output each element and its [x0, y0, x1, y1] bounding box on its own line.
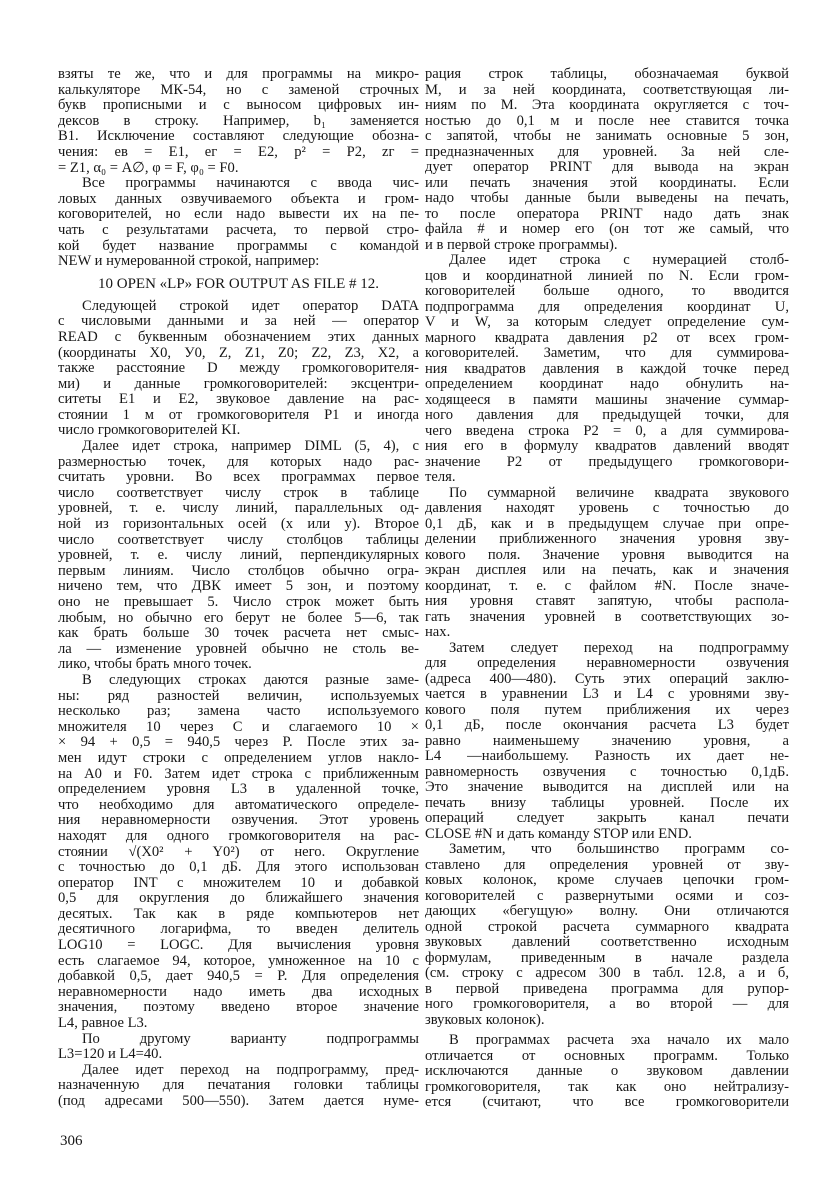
text-line: также расстояние D между громкоговорителя-	[58, 361, 419, 377]
text-line: чения: eв = E1, eг = E2, p² = P2, zг =	[58, 144, 419, 160]
text-line: как брать больше 30 точек расчета нет смыс-	[58, 626, 419, 642]
text-line: букв прописными и с выносом цифровых ин-	[58, 98, 419, 114]
text-line: ми) и данные громкоговорителей: эксцентри-	[58, 376, 419, 392]
text-line: дексов в строку. Например, b₁ заменяется	[58, 113, 419, 129]
text-line: подпрограмма для определения координат U,	[425, 299, 789, 315]
text-line: ностью до 0,1 м и после нее ставится точка	[425, 113, 789, 129]
text-line: M, и за ней координата, соответствующая ли-	[425, 82, 789, 98]
text-line: 0,1 дБ, как и в предыдущем случае при опре-	[425, 516, 789, 532]
text-line: число соответствует числу столбцов таблицы	[58, 532, 419, 548]
paragraph	[58, 1032, 419, 1063]
text-line: гать значения уровней в соответствующих зо-	[425, 609, 789, 625]
text-line: с числовыми данными и за ней — оператор	[58, 314, 419, 330]
paragraph	[425, 67, 789, 253]
text-line: звуковых давлений соответственно исходным	[425, 935, 789, 950]
text-line: уровней, т. е. числу линий, перпендикулярных	[58, 548, 419, 564]
text-line: значение P2 от предыдущего громкоговори-	[425, 454, 789, 470]
text-line: ного громкоговорителя, а во второй — для	[425, 997, 789, 1012]
text-line: несколько раз; замена часто используемого	[58, 704, 419, 720]
text-line: теля.	[425, 470, 456, 485]
text-line: ется (считают, что все громкоговорители	[425, 1095, 789, 1110]
text-line: коговорителей. Заметим, что для суммирова-	[425, 346, 789, 361]
code-line: 10 OPEN «LP» FOR OUTPUT AS FILE # 12.	[97, 275, 379, 292]
text-line: первым линиям. Число столбцов обычно огра-	[58, 563, 419, 579]
text-line: чего введена строка P2 = 0, а для суммирова-	[425, 423, 789, 439]
text-line: ставлено для определения уровней от зву-	[425, 857, 789, 873]
text-line: коговорителей с развернутыми осями и соз-	[425, 888, 789, 904]
text-line: находят для одного громкоговорителя на рас-	[58, 828, 419, 844]
text-line: 0,1 дБ, после окончания расчета L3 будет	[425, 718, 789, 733]
text-line: звуковых колонок).	[425, 1012, 545, 1028]
paragraph	[425, 842, 789, 1028]
text-line: L3=120 и L4=40.	[58, 1047, 163, 1063]
text-line: оператор INT с множителем 10 и добавкой	[58, 875, 419, 891]
text-line: или печать значения этой координаты. Если	[425, 175, 789, 191]
text-line: операций следует закрыть канал печати	[425, 811, 789, 826]
text-line: одной строкой расчета суммарного квадрата	[425, 919, 789, 935]
paragraph	[425, 253, 789, 486]
text-line: добавкой 0,5, дает 940,5 = P. Для определения	[58, 969, 419, 985]
text-line: коговорителей, но если надо вывести их на пе-	[58, 207, 419, 223]
paragraph	[425, 641, 789, 843]
text-line: файла # и номер его (он тот же самый, что	[425, 222, 789, 237]
text-line: назначенную для печатания головки таблицы	[58, 1078, 419, 1094]
text-line: ковых колонок, кроме случаев цепочки гром-	[425, 873, 789, 888]
text-line: CLOSE #N и дать команду STOP или END.	[425, 826, 692, 842]
text-line: множителя 10 через C и слагаемого 10 ×	[58, 719, 419, 735]
text-line: экран дисплея или на печать, как и значения	[425, 563, 789, 578]
right-text-column	[425, 67, 789, 1111]
text-line: неравномерности надо иметь два исходных	[58, 984, 419, 1000]
text-line: = Z1, α₀ = A∅, φ = F, φ₀ = F0.	[58, 160, 239, 176]
text-line: В программах расчета эха начало их мало	[449, 1033, 789, 1048]
paragraph	[58, 299, 419, 439]
text-line: равномерность озвучения с точностью 0,1дБ.	[425, 764, 789, 780]
text-line: коговорителей больше одного, то вводится	[425, 284, 789, 299]
text-line: определением уровня L3 в удаленной точке,	[58, 782, 419, 798]
text-line: В следующих строках даются разные заме-	[82, 672, 419, 688]
text-line: формулам, приведенным в начале раздела	[425, 950, 789, 966]
text-line: NEW и нумерованной строкой, например:	[58, 254, 320, 270]
text-line: давления находят уровень с точностью до	[425, 501, 789, 516]
text-line: ной из горизонтальных осей (x или y). Второе	[58, 517, 419, 533]
text-line: марного квадрата давления p2 от всех гром-	[425, 330, 789, 346]
text-line: лико, чтобы брать много точек.	[58, 657, 252, 673]
text-line: ния квадратов давления в каждой точке перед	[425, 361, 789, 377]
text-line: Следующей строкой идет оператор DATA	[82, 298, 419, 314]
text-line: определением координат надо обнулить на-	[425, 377, 789, 392]
text-line: взяты те же, что и для программы на микро-	[58, 67, 419, 82]
text-line: L4 —наибольшему. Разность их дает не-	[425, 749, 789, 764]
text-line: мен идут строки с определением углов накло-	[58, 750, 419, 766]
text-line: По суммарной величине квадрата звукового	[449, 485, 789, 501]
text-line: десятых. Так как в ряде компьютеров нет	[58, 906, 419, 922]
text-line: (адреса 400—480). Суть этих операций заклю-	[425, 671, 789, 687]
text-line: (координаты X0, У0, Z, Z1, Z0; Z2, Z3, X2, а	[58, 345, 419, 361]
text-line: Все программы начинаются с ввода чис-	[82, 176, 419, 192]
text-line: уровней, т. е. числу линий, параллельных од-	[58, 501, 419, 517]
text-line: Далее идет строка с нумерацией столб-	[449, 253, 789, 268]
text-line: ния уровня ставят запятую, чтобы распола-	[425, 594, 789, 609]
paragraph	[58, 1063, 419, 1110]
text-line: исключаются данные о звуковом давлении	[425, 1064, 789, 1079]
text-line: (см. строку с адресом 300 в табл. 12.8, а и б,	[425, 966, 789, 981]
text-line: надо чтобы данные были выведены на печать,	[425, 191, 789, 206]
text-line: ного давления для предыдущей точки, для	[425, 408, 789, 423]
text-line: чается в уравнении L3 и L4 с уровнями зву-	[425, 687, 789, 702]
text-line: и в первой строке программы).	[425, 237, 618, 253]
paragraph	[58, 439, 419, 673]
text-line: чать с результатами расчета, то первой стро-	[58, 222, 419, 238]
text-line: дающих «бегущую» волну. Они отличаются	[425, 904, 789, 919]
text-line: кового поля путем приближения их через	[425, 702, 789, 718]
text-line: с запятой, чтобы не занимать основные 5 зон,	[425, 129, 789, 144]
text-line: калькуляторе МК-54, но с заменой строчных	[58, 82, 419, 98]
text-line: печать внизу таблицы уровней. После их	[425, 795, 789, 811]
text-line: ния его в формулу квадратов давлений вводят	[425, 439, 789, 454]
text-line: то после оператора PRINT надо дать знак	[425, 206, 789, 222]
text-line: ходящееся в памяти машины значение суммар-	[425, 392, 789, 408]
text-line: на A0 и F0. Затем идет строка с приближенным	[58, 766, 419, 782]
text-line: L4, равное L3.	[58, 1016, 148, 1032]
text-line: предназначенных для уровней. За ней сле-	[425, 144, 789, 160]
paragraph	[58, 176, 419, 270]
text-line: (под адресами 500—550). Затем дается нуме-	[58, 1094, 419, 1109]
text-line: громкоговорителя, так как оно нейтрализу-	[425, 1079, 789, 1095]
left-text-column	[58, 67, 419, 1110]
text-line: ситеты E1 и E2, звуковое давление на рас-	[58, 392, 419, 408]
paragraph	[58, 67, 419, 176]
text-line: ничено тем, что ДВК имеет 5 зон, и поэтому	[58, 579, 419, 595]
text-line: оно не превышает 5. Число строк может быть	[58, 595, 419, 610]
text-line: десятичного логарифма, то введен делитель	[58, 922, 419, 938]
text-line: По другому варианту подпрограммы	[82, 1031, 419, 1047]
text-line: стоянии 1 м от громкоговорителя P1 и иногда	[58, 407, 419, 423]
paragraph	[58, 673, 419, 1032]
text-line: отличается от основных программ. Только	[425, 1048, 789, 1064]
text-line: ния неравномерности озвучения. Этот уровень	[58, 813, 419, 829]
paragraph	[425, 486, 789, 641]
text-line: 0,5 для округления до ближайшего значения	[58, 891, 419, 907]
text-line: LOG10 = LOGC. Для вычисления уровня	[58, 938, 419, 954]
text-line: V и W, за которым следует определение сум-	[425, 315, 789, 330]
text-line: READ с буквенным обозначением этих данных	[58, 329, 419, 345]
text-line: нах.	[425, 625, 451, 640]
text-line: в первой приведена программа для рупор-	[425, 981, 789, 997]
paragraph	[425, 1033, 789, 1111]
text-line: что необходимо для автоматического определе-	[58, 797, 419, 813]
text-line: значения, поэтому введено второе значение	[58, 1000, 419, 1016]
text-line: делении приближенного значения уровня зву-	[425, 532, 789, 547]
text-line: Заметим, что большинство программ со-	[449, 842, 789, 857]
text-line: число соответствует числу строк в таблице	[58, 485, 419, 501]
text-line: рация строк таблицы, обозначаемая буквой	[425, 67, 789, 82]
text-line: ла — изменение уровней обычно не столь ве-	[58, 641, 419, 657]
text-line: есть слагаемое 94, которое, умноженное на 10 с	[58, 953, 419, 969]
text-line: с точностью до 0,1 дБ. Для этого использован	[58, 860, 419, 876]
text-line: ловых данных озвучиваемого объекта и гром-	[58, 191, 419, 207]
text-line: размерностью точек, для которых надо рас-	[58, 454, 419, 470]
text-line: цов и координатной линией по N. Если гром-	[425, 268, 789, 284]
text-line: для определения неравномерности озвучения	[425, 656, 789, 671]
page-number: 306	[60, 1133, 83, 1149]
text-line: Затем следует переход на подпрограмму	[449, 640, 789, 656]
text-line: Далее идет строка, например DIML (5, 4), с	[82, 439, 419, 455]
text-line: ны: ряд разностей величин, используемых	[58, 688, 419, 704]
text-line: число громкоговорителей KI.	[58, 423, 241, 439]
text-line: ниям по M. Эта координата округляется с точ-	[425, 98, 789, 113]
text-line: любым, но обычно его берут не более 5—6, так	[58, 610, 419, 626]
text-line: стоянии √(X0² + Y0²) от него. Округление	[58, 844, 419, 860]
text-line: Это значение выводится на дисплей или на	[425, 780, 789, 795]
text-line: считать уровни. Во всех программах первое	[58, 470, 419, 486]
text-line: кового поля. Значение уровня выводится на	[425, 547, 789, 563]
text-line: дует оператор PRINT для вывода на экран	[425, 160, 789, 175]
text-line: кой будет название программы с командой	[58, 238, 419, 254]
text-line: координат, т. е. с файлом #N. После значе-	[425, 578, 789, 594]
text-line: Далее идет переход на подпрограмму, пред-	[82, 1062, 419, 1078]
text-line: равно наименьшему значению уровня, а	[425, 733, 789, 749]
text-line: B1. Исключение составляют следующие обозна-	[58, 129, 419, 145]
text-line: × 94 + 0,5 = 940,5 через P. После этих за-	[58, 735, 419, 751]
